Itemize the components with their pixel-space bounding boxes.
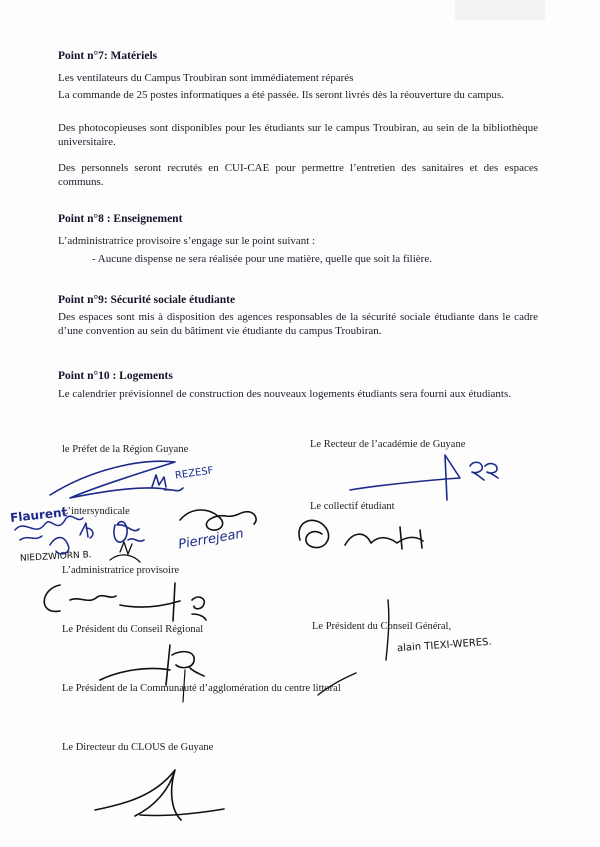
- signatory-president-general: Le Président du Conseil Général,: [312, 621, 452, 632]
- signature-administratrice: [44, 583, 206, 621]
- signature-intersyndicale-2: [50, 523, 93, 554]
- signature-collectif: [299, 520, 423, 549]
- signatory-collectif: Le collectif étudiant: [310, 501, 395, 512]
- signatory-prefet: le Préfet de la Région Guyane: [62, 444, 189, 455]
- paragraph: Le calendrier prévisionnel de construction des nouveaux logements étudiants sera fourni aux étudiants.: [58, 388, 511, 400]
- paragraph: L’administratrice provisoire s’engage sur le point suivant :: [58, 235, 316, 247]
- scan-artifact: [455, 0, 545, 20]
- signature-intersyndicale-4: [180, 510, 256, 530]
- signatory-president-regional: Le Président du Conseil Régional: [62, 624, 204, 635]
- section-title-point-10: Point n°10 : Logements: [58, 370, 173, 382]
- signatory-administratrice: L’administratrice provisoire: [62, 565, 180, 576]
- section-title-point-8: Point n°8 : Enseignement: [58, 213, 183, 225]
- handwritten-name: alain TIEXI-WERES.: [396, 636, 492, 655]
- signatory-directeur-clous: Le Directeur du CLOUS de Guyane: [62, 742, 214, 753]
- handwritten-name: Pierrejean: [177, 526, 245, 553]
- section-title-point-9: Point n°9: Sécurité sociale étudiante: [58, 294, 236, 306]
- signature-intersyndicale-3: [114, 522, 144, 543]
- handwritten-name: REZESF: [174, 465, 215, 482]
- signatory-president-communaute: Le Président de la Communauté d’agglomération du centre littoral: [62, 683, 341, 694]
- paragraph: Des espaces sont mis à disposition des agences responsables de la sécurité sociale étudiante dans le cadre d’une convention au sein du bâtiment vie étudiante du campus Troubiran.: [58, 311, 538, 337]
- section-title-point-7: Point n°7: Matériels: [58, 50, 158, 62]
- signatory-recteur: Le Recteur de l’académie de Guyane: [310, 439, 466, 450]
- signature-recteur: [350, 455, 498, 500]
- paragraph: Des personnels seront recrutés en CUI-CAE pour permettre l’entretien des sanitaires et des espaces communs.: [58, 162, 538, 188]
- paragraph: Des photocopieuses sont disponibles pour les étudiants sur le campus Troubiran, au sein de la bibliothèque universitaire.: [58, 122, 538, 148]
- bullet-item: - Aucune dispense ne sera réalisée pour une matière, quelle que soit la filière.: [92, 253, 432, 265]
- signature-president-general: [318, 600, 389, 695]
- handwritten-name: Flaurent: [9, 505, 68, 525]
- signature-president-regional: [100, 645, 204, 685]
- handwritten-name: NIEDZWIORN B.: [19, 550, 92, 564]
- signature-prefet: [50, 461, 175, 498]
- signature-intersyndicale-5: [110, 542, 140, 562]
- signature-directeur-clous: [95, 770, 224, 820]
- paragraph: La commande de 25 postes informatiques a été passée. Ils seront livrés dès la réouverture du campus.: [58, 89, 504, 101]
- signatory-intersyndicale: L’intersyndicale: [62, 506, 130, 517]
- paragraph: Les ventilateurs du Campus Troubiran sont immédiatement réparés: [58, 72, 354, 84]
